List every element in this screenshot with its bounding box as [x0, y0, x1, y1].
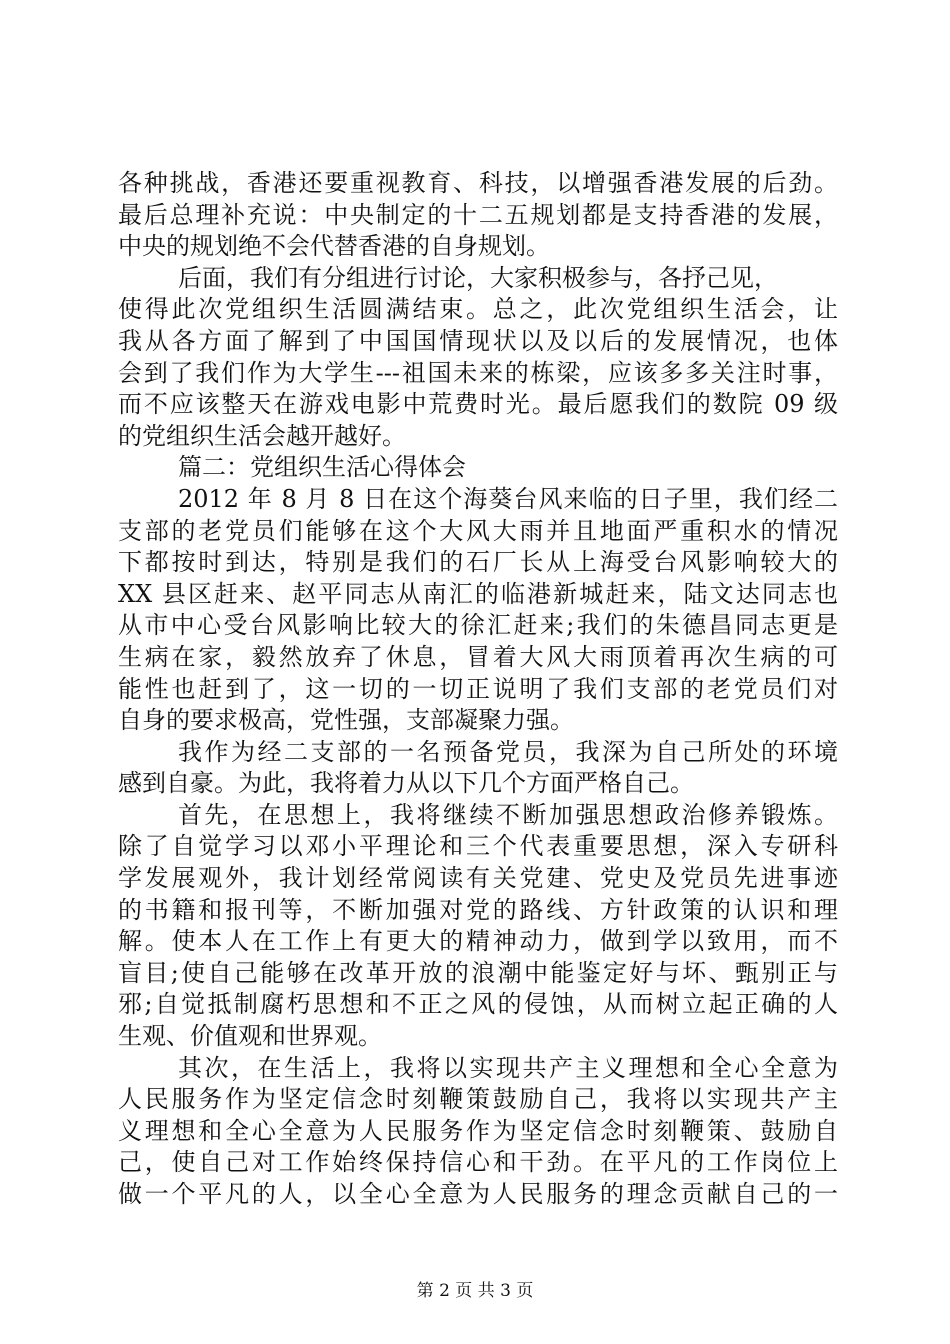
page-footer: 第 2 页 共 3 页 [416, 1281, 534, 1301]
text-line: 自身的要求极高，党性强，支部凝聚力强。 [118, 706, 574, 735]
text-line: 解。使本人在工作上有更大的精神动力，做到学以致用，而不 [118, 927, 838, 956]
document-body [118, 168, 838, 1211]
text-line: 下都按时到达，特别是我们的石厂长从上海受台风影响较大的 [118, 548, 838, 577]
text-line: 从市中心受台风影响比较大的徐汇赶来;我们的朱德昌同志更是 [118, 611, 838, 640]
text-line: 而不应该整天在游戏电影中荒费时光。最后愿我们的数院 09 级 [118, 390, 838, 419]
text-line: 盲目;使自己能够在改革开放的浪潮中能鉴定好与坏、甄别正与 [118, 958, 838, 987]
text-line: 做一个平凡的人，以全心全意为人民服务的理念贡献自己的一 [118, 1180, 838, 1208]
text-line: 感到自豪。为此，我将着力从以下几个方面严格自己。 [118, 769, 694, 798]
text-line: 使得此次党组织生活圆满结束。总之，此次党组织生活会，让 [118, 295, 838, 324]
text-line: 我从各方面了解到了中国国情现状以及以后的发展情况，也体 [118, 326, 838, 355]
text-line: 邪;自觉抵制腐朽思想和不正之风的侵蚀，从而树立起正确的人 [118, 990, 838, 1019]
text-line: 的党组织生活会越开越好。 [118, 421, 406, 450]
text-line: 首先，在思想上，我将继续不断加强思想政治修养锻炼。 [178, 800, 838, 829]
text-line: 人民服务作为坚定信念时刻鞭策鼓励自己，我将以实现共产主 [118, 1085, 838, 1114]
text-line: 生观、价值观和世界观。 [118, 1022, 382, 1051]
text-line: 各种挑战，香港还要重视教育、科技，以增强香港发展的后劲。 [118, 169, 838, 197]
text-line: 会到了我们作为大学生---祖国未来的栋梁，应该多多关注时事， [118, 358, 838, 387]
text-line: 篇二：党组织生活心得体会 [178, 453, 466, 482]
text-line: 2012 年 8 月 8 日在这个海葵台风来临的日子里，我们经二 [178, 484, 838, 513]
text-line: XX 县区赶来、赵平同志从南汇的临港新城赶来，陆文达同志也 [118, 579, 838, 608]
text-line: 其次，在生活上，我将以实现共产主义理想和全心全意为 [178, 1053, 838, 1082]
text-line: 除了自觉学习以邓小平理论和三个代表重要思想，深入专研科 [118, 832, 838, 861]
text-line: 支部的老党员们能够在这个大风大雨并且地面严重积水的情况 [118, 516, 838, 545]
text-line: 己，使自己对工作始终保持信心和干劲。在平凡的工作岗位上 [118, 1148, 838, 1177]
text-line: 中央的规划绝不会代替香港的自身规划。 [118, 232, 550, 261]
text-line: 我作为经二支部的一名预备党员，我深为自己所处的环境 [178, 737, 838, 766]
text-line: 最后总理补充说：中央制定的十二五规划都是支持香港的发展， [118, 200, 838, 229]
text-line: 义理想和全心全意为人民服务作为坚定信念时刻鞭策、鼓励自 [118, 1116, 838, 1145]
text-line: 学发展观外，我计划经常阅读有关党建、党史及党员先进事迹 [118, 864, 838, 893]
text-line: 的书籍和报刊等，不断加强对党的路线、方针政策的认识和理 [118, 895, 838, 924]
text-line: 后面，我们有分组进行讨论，大家积极参与，各抒己见， [178, 263, 778, 292]
text-line: 生病在家，毅然放弃了休息，冒着大风大雨顶着再次生病的可 [118, 642, 838, 671]
text-line: 能性也赶到了，这一切的一切正说明了我们支部的老党员们对 [118, 674, 838, 703]
